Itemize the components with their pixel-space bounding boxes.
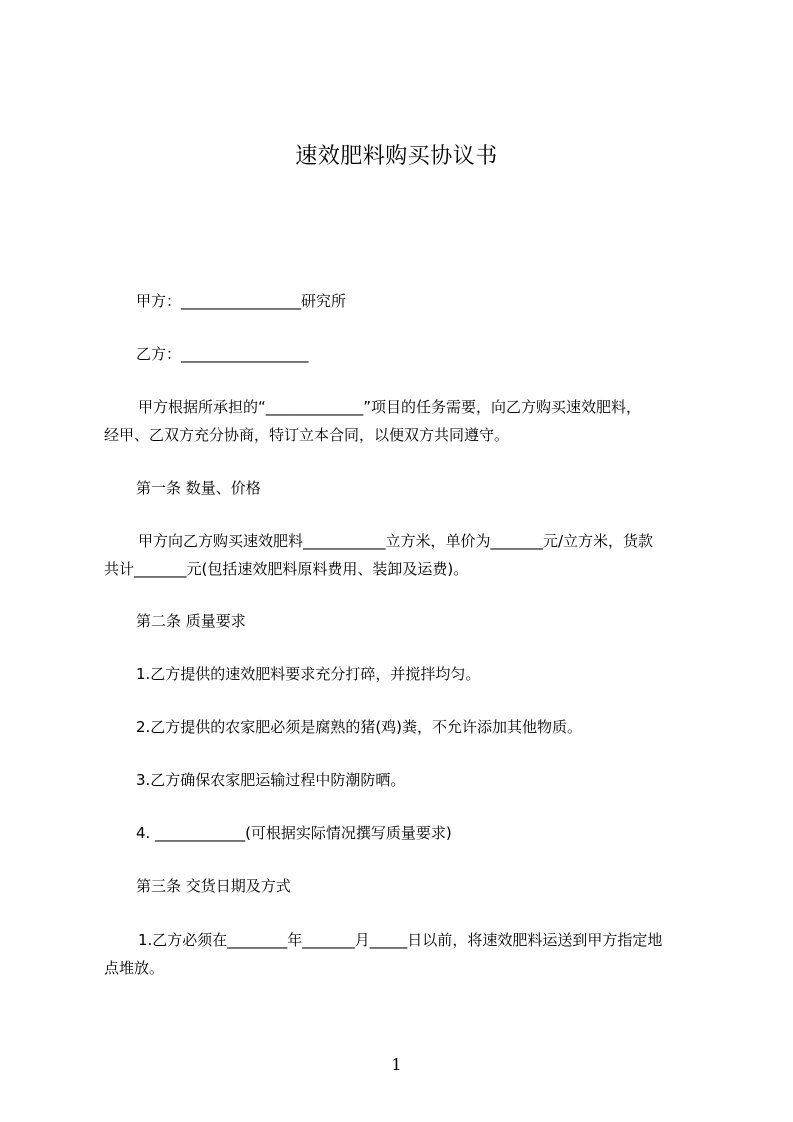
article2-item-1: 1.乙方提供的速效肥料要求充分打碎，并搅拌均匀。 [136, 665, 481, 683]
article1-paragraph-line2: 共计_______元(包括速效肥料原料费用、装卸及运费)。 [104, 560, 469, 578]
article2-heading: 第二条 质量要求 [136, 612, 246, 630]
intro-paragraph-line2: 经甲、乙双方充分协商，特订立本合同，以便双方共同遵守。 [104, 426, 510, 444]
article1-heading: 第一条 数量、价格 [136, 479, 261, 497]
document-title: 速效肥料购买协议书 [295, 144, 498, 169]
article1-paragraph-line1: 甲方向乙方购买速效肥料___________立方米，单价为_______元/立方米，货款 [138, 532, 654, 550]
page-number: 1 [391, 1055, 402, 1074]
article3-heading: 第三条 交货日期及方式 [136, 877, 291, 895]
intro-paragraph-line1: 甲方根据所承担的“_____________”项目的任务需要，向乙方购买速效肥料， [138, 398, 642, 416]
article3-item-1-line2: 点堆放。 [104, 959, 165, 977]
article3-item-1-line1: 1.乙方必须在________年_______月_____日以前，将速效肥料运送到甲方指定地 [138, 931, 663, 949]
article2-item-2: 2.乙方提供的农家肥必须是腐熟的猪(鸡)粪，不允许添加其他物质。 [136, 718, 583, 736]
party-a-line: 甲方：________________研究所 [136, 292, 347, 310]
article2-item-3: 3.乙方确保农家肥运输过程中防潮防晒。 [136, 771, 406, 789]
party-b-line: 乙方：_________________ [136, 345, 309, 363]
article2-item-4: 4. ____________(可根据实际情况撰写质量要求) [136, 824, 452, 842]
